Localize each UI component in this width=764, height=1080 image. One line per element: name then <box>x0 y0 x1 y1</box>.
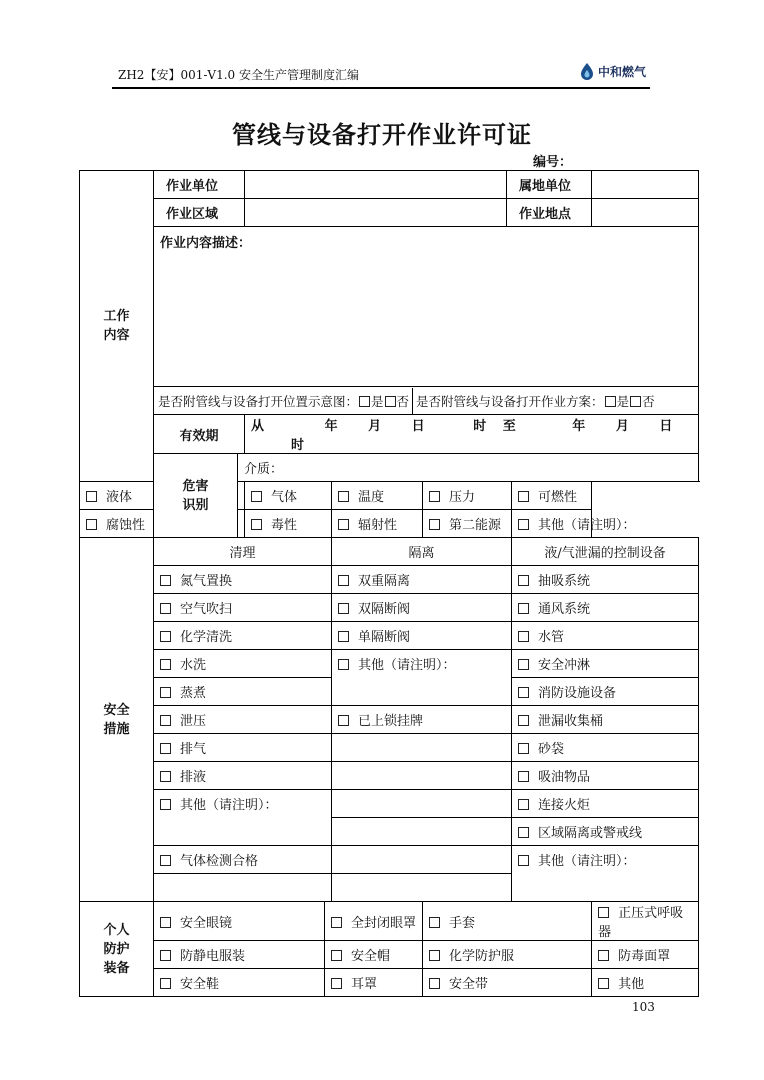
leak-item[interactable]: 连接火炬 <box>512 790 699 818</box>
section-work-content: 工作 内容 <box>80 171 154 482</box>
column-isolate: 隔离 <box>332 538 512 566</box>
company-logo <box>578 62 646 80</box>
flame-drop-icon <box>578 62 596 80</box>
ppe-item[interactable]: 安全鞋 <box>154 969 325 997</box>
section-hazard-identification: 危害 识别 <box>154 454 238 538</box>
ppe-item[interactable]: 防静电服装 <box>154 941 325 969</box>
isolate-item[interactable]: 双重隔离 <box>332 566 512 594</box>
ppe-item[interactable]: 耳罩 <box>325 969 423 997</box>
leak-item[interactable]: 水管 <box>512 622 699 650</box>
logo-text: 中和燃气 <box>598 64 647 79</box>
isolate-blank[interactable] <box>332 762 512 790</box>
isolate-item[interactable]: 双隔断阀 <box>332 594 512 622</box>
ppe-item[interactable]: 安全带 <box>423 969 592 997</box>
leak-item[interactable]: 安全冲淋 <box>512 650 699 678</box>
clean-item[interactable]: 水洗 <box>154 650 332 678</box>
document-reference: ZH2【安】001-V1.0 安全生产管理制度汇编 <box>118 68 359 82</box>
leak-item[interactable]: 泄漏收集桶 <box>512 706 699 734</box>
header-rule <box>112 87 650 89</box>
hazard-liquid[interactable]: 液体 <box>80 482 245 510</box>
isolate-blank[interactable] <box>332 734 512 762</box>
ppe-item[interactable]: 安全眼镜 <box>154 902 325 941</box>
page-number: 103 <box>632 1000 655 1014</box>
permit-form <box>79 170 699 997</box>
ppe-item[interactable]: 全封闭眼罩 <box>325 902 423 941</box>
ppe-item[interactable]: 安全帽 <box>325 941 423 969</box>
plan-no-checkbox[interactable] <box>630 396 641 407</box>
hazard-second-energy[interactable]: 第二能源 <box>423 510 512 538</box>
hazard-flammable[interactable]: 可燃性 <box>512 482 592 510</box>
ppe-item[interactable]: 化学防护服 <box>423 941 592 969</box>
hazard-toxic[interactable]: 毒性 <box>245 510 332 538</box>
work-area-label: 作业区域 <box>154 199 245 227</box>
work-area-field[interactable] <box>245 199 507 227</box>
serial-number-label: 编号： <box>533 155 573 170</box>
page-title: 管线与设备打开作业许可证 <box>232 121 532 149</box>
hazard-other[interactable]: 其他（请注明）： <box>512 510 592 538</box>
work-unit-field[interactable] <box>245 171 507 199</box>
work-unit-label: 作业单位 <box>154 171 245 199</box>
ppe-item[interactable]: 正压式呼吸器 <box>592 902 699 941</box>
isolate-blank[interactable] <box>332 790 512 818</box>
clean-other-field[interactable] <box>154 818 332 846</box>
leak-item[interactable]: 吸油物品 <box>512 762 699 790</box>
validity-period-field[interactable]: 从 年 月 日 时 至 年 月 日 时 <box>245 415 699 454</box>
clean-item[interactable]: 化学清洗 <box>154 622 332 650</box>
clean-item[interactable]: 其他（请注明）： <box>154 790 332 818</box>
isolate-blank[interactable] <box>332 846 512 874</box>
leak-item[interactable]: 区域隔离或警戒线 <box>512 818 699 846</box>
isolate-other-field[interactable] <box>332 678 512 706</box>
hazard-temperature[interactable]: 温度 <box>332 482 423 510</box>
gas-test-item[interactable]: 气体检测合格 <box>154 846 332 874</box>
clean-item[interactable]: 排气 <box>154 734 332 762</box>
clean-item[interactable]: 蒸煮 <box>154 678 332 706</box>
work-site-field[interactable] <box>592 199 699 227</box>
isolate-lockout[interactable]: 已上锁挂牌 <box>332 706 512 734</box>
owner-unit-field[interactable] <box>592 171 699 199</box>
section-ppe: 个人 防护 装备 <box>80 902 154 997</box>
hazard-gas[interactable]: 气体 <box>245 482 332 510</box>
clean-item[interactable]: 排液 <box>154 762 332 790</box>
isolate-blank[interactable] <box>332 874 512 902</box>
diagram-yes-checkbox[interactable] <box>359 396 370 407</box>
leak-item[interactable]: 通风系统 <box>512 594 699 622</box>
leak-item[interactable]: 砂袋 <box>512 734 699 762</box>
isolate-item[interactable]: 单隔断阀 <box>332 622 512 650</box>
clean-item[interactable]: 空气吹扫 <box>154 594 332 622</box>
attachments-row: 是否附管线与设备打开位置示意图： 是 否 是否附管线与设备打开作业方案： 是 否 <box>154 387 699 415</box>
diagram-no-checkbox[interactable] <box>385 396 396 407</box>
hazard-pressure[interactable]: 压力 <box>423 482 512 510</box>
isolate-blank[interactable] <box>332 818 512 846</box>
column-clean: 清理 <box>154 538 332 566</box>
leak-item[interactable]: 其他（请注明）： <box>512 846 699 874</box>
clean-item[interactable]: 氮气置换 <box>154 566 332 594</box>
isolate-item[interactable]: 其他（请注明）： <box>332 650 512 678</box>
validity-label: 有效期 <box>154 415 245 454</box>
clean-item[interactable]: 泄压 <box>154 706 332 734</box>
section-safety-measures: 安全 措施 <box>80 538 154 902</box>
leak-item[interactable]: 抽吸系统 <box>512 566 699 594</box>
work-description-field[interactable]: 作业内容描述： <box>154 227 699 387</box>
plan-yes-checkbox[interactable] <box>605 396 616 407</box>
owner-unit-label: 属地单位 <box>507 171 592 199</box>
ppe-item[interactable]: 防毒面罩 <box>592 941 699 969</box>
leak-item[interactable]: 消防设施设备 <box>512 678 699 706</box>
column-leak-control: 液/气泄漏的控制设备 <box>512 538 699 566</box>
gas-test-blank[interactable] <box>154 874 332 902</box>
hazard-corrosive[interactable]: 腐蚀性 <box>80 510 245 538</box>
ppe-item[interactable]: 手套 <box>423 902 592 941</box>
leak-other-field[interactable] <box>512 874 699 902</box>
hazard-radiation[interactable]: 辐射性 <box>332 510 423 538</box>
medium-field[interactable]: 介质： <box>238 454 699 482</box>
ppe-item[interactable]: 其他 <box>592 969 699 997</box>
work-site-label: 作业地点 <box>507 199 592 227</box>
